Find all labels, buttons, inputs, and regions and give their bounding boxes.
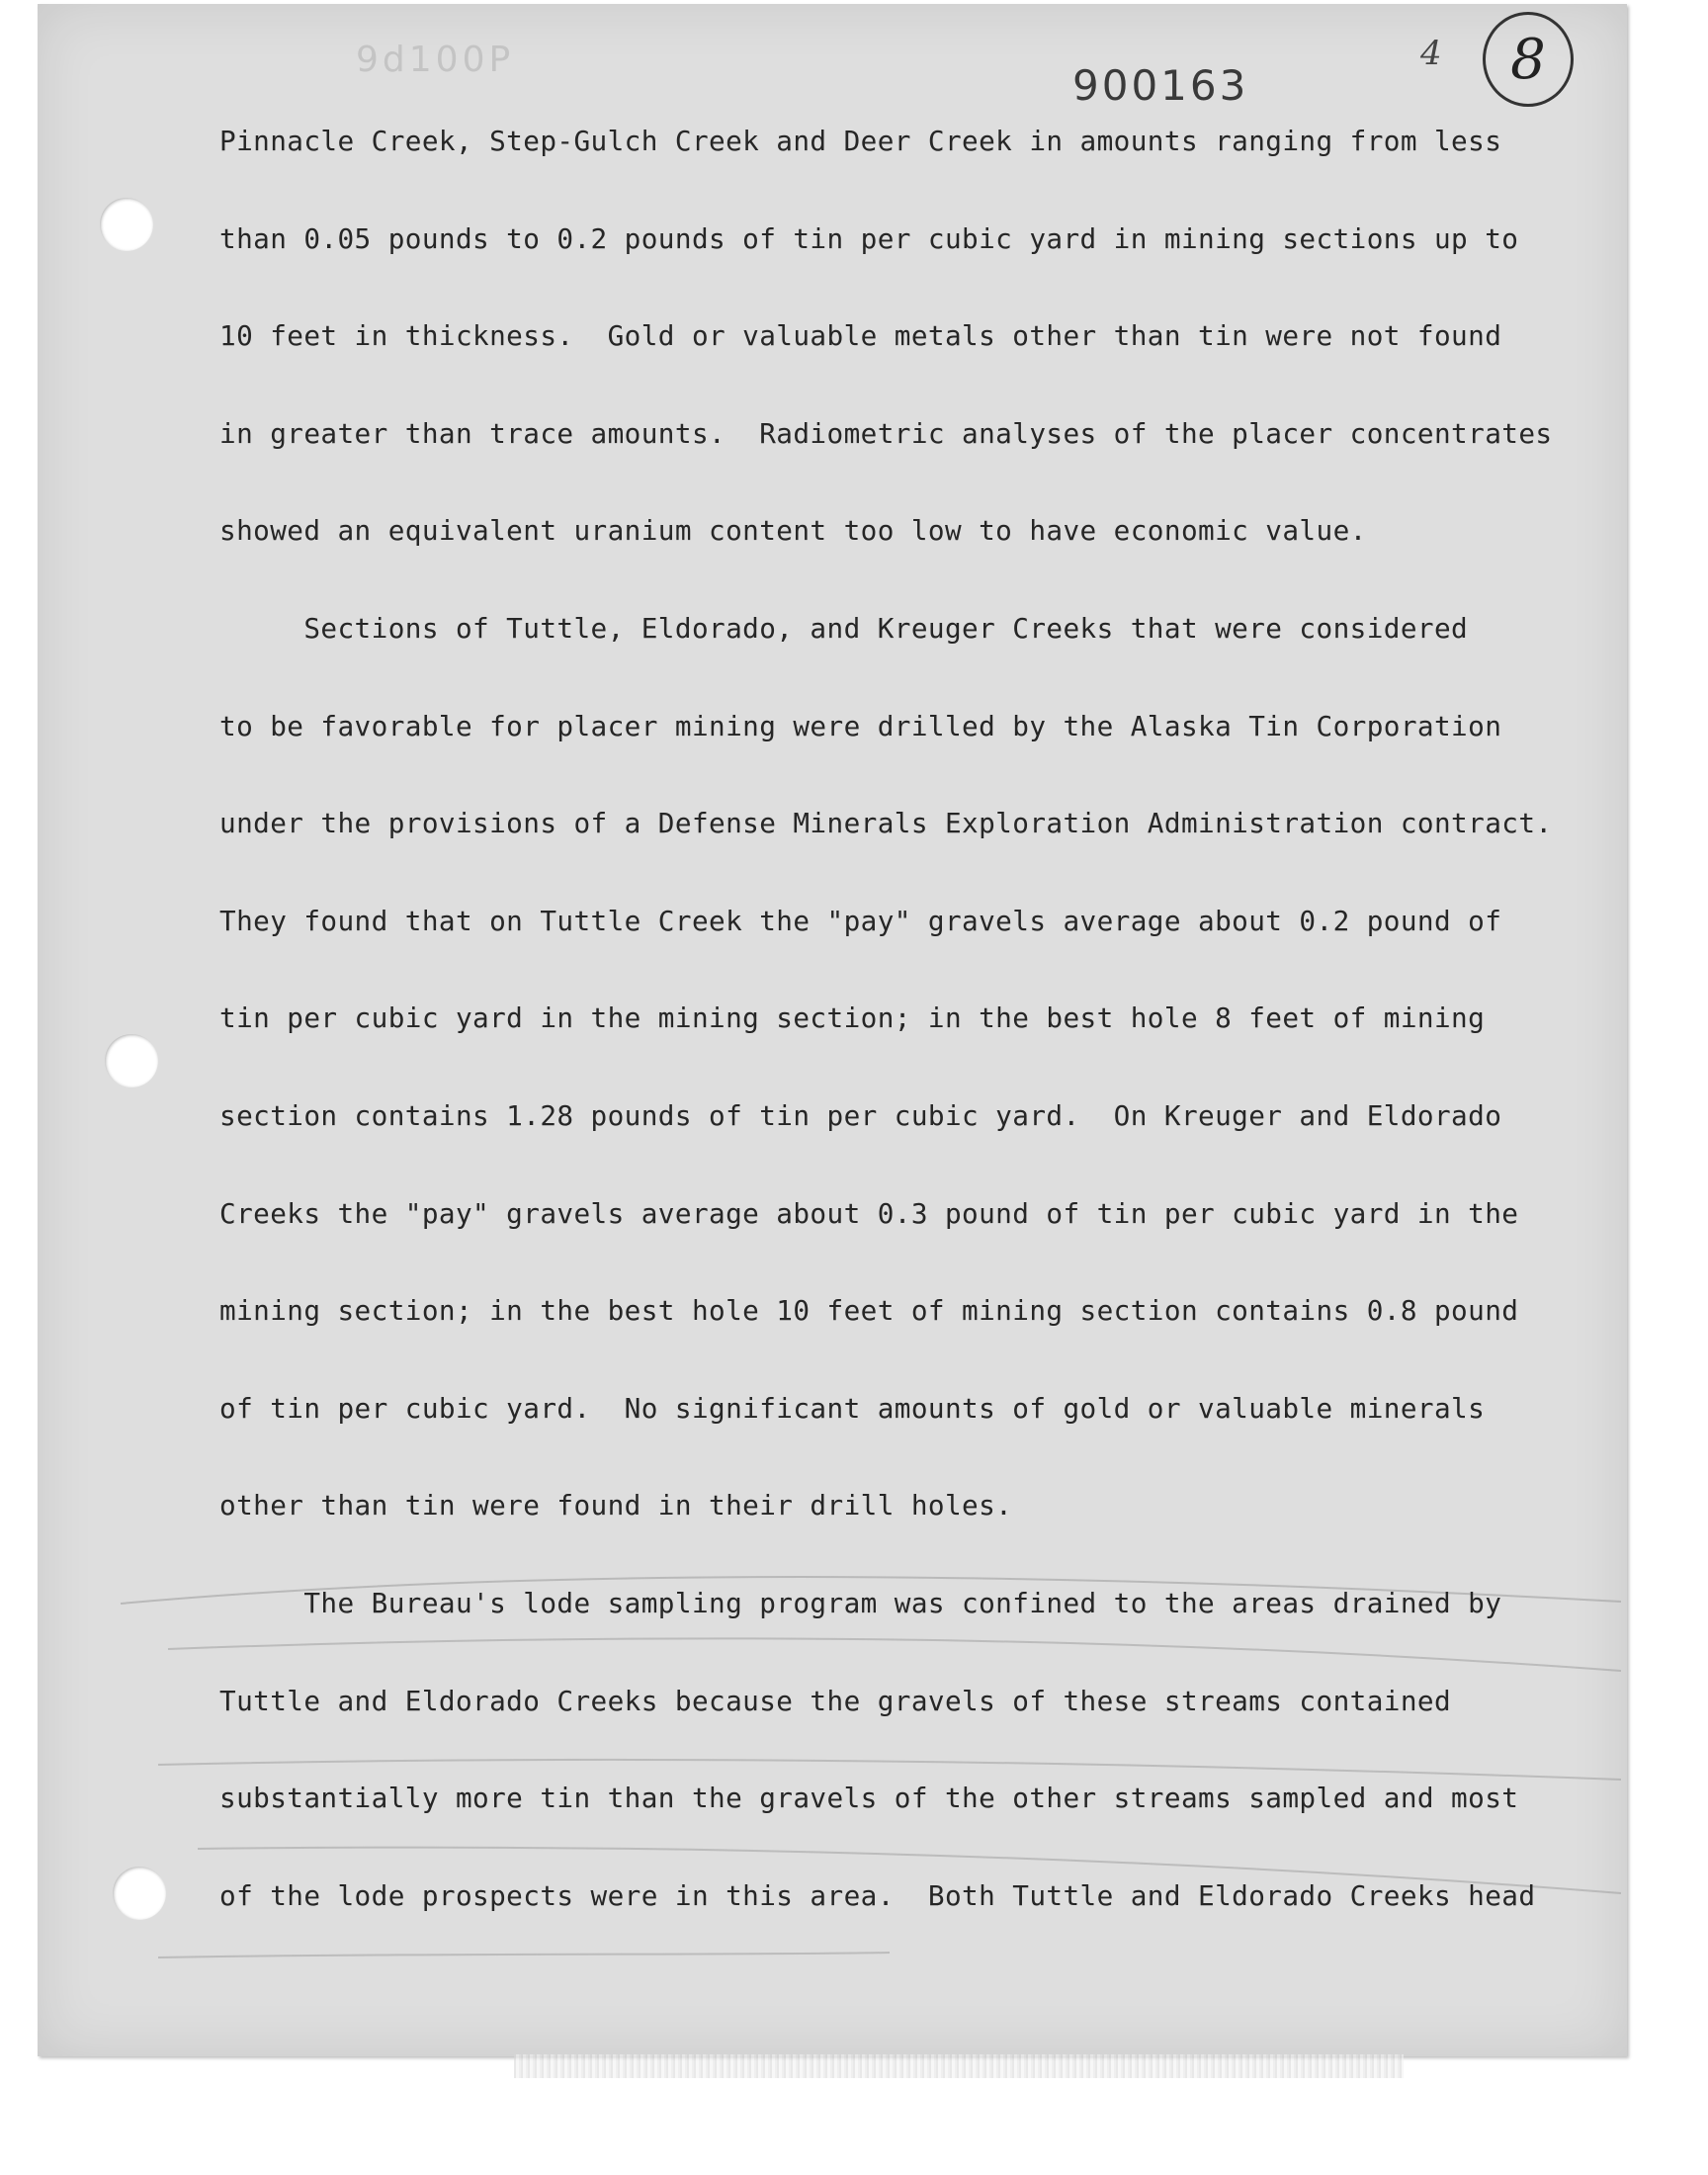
text-line: tin per cubic yard in the mining section; in the best hole 8 feet of mining — [219, 1001, 1486, 1035]
page-number-circled: 8 — [1483, 12, 1574, 107]
text-line: 10 feet in thickness. Gold or valuable metals other than tin were not found — [219, 319, 1502, 353]
document-number-stamp: 900163 — [1072, 61, 1249, 110]
body-text — [219, 125, 1553, 1976]
text-line: Pinnacle Creek, Step-Gulch Creek and Deer Creek in amounts ranging from less — [219, 125, 1502, 157]
text-line: Creeks the "pay" gravels average about 0.3 pound of tin per cubic yard in the — [219, 1196, 1519, 1230]
text-line: mining section; in the best hole 10 feet of mining section contains 0.8 pound — [219, 1294, 1519, 1328]
text-line: section contains 1.28 pounds of tin per cubic yard. On Kreuger and Eldorado — [219, 1098, 1502, 1132]
page-number-handwritten: 4 — [1420, 34, 1442, 73]
text-line: to be favorable for placer mining were drilled by the Alaska Tin Corporation — [219, 709, 1502, 742]
text-line: Tuttle and Eldorado Creeks because the gravels of these streams contained — [219, 1684, 1452, 1717]
faint-stamp-number: 9d100P — [356, 40, 515, 80]
text-line: in greater than trace amounts. Radiometric analyses of the placer concentrates — [219, 416, 1553, 450]
text-line: of tin per cubic yard. No significant amounts of gold or valuable minerals — [219, 1391, 1486, 1425]
text-line: showed an equivalent uranium content too low to have economic value. — [219, 514, 1367, 548]
text-line: substantially more tin than the gravels of the other streams sampled and most — [219, 1782, 1519, 1815]
text-line: Sections of Tuttle, Eldorado, and Kreuger Creeks that were considered — [219, 611, 1469, 645]
text-line: of the lode prospects were in this area. Both Tuttle and Eldorado Creeks head — [219, 1878, 1536, 1912]
text-line: other than tin were found in their drill holes. — [219, 1489, 1013, 1522]
text-line: than 0.05 pounds to 0.2 pounds of tin per cubic yard in mining sections up to — [219, 221, 1519, 255]
text-line: They found that on Tuttle Creek the "pay" gravels average about 0.2 pound of — [219, 904, 1502, 937]
text-line: The Bureau's lode sampling program was confined to the areas drained by — [219, 1586, 1502, 1619]
text-line: under the provisions of a Defense Minerals Exploration Administration contract. — [219, 807, 1553, 840]
